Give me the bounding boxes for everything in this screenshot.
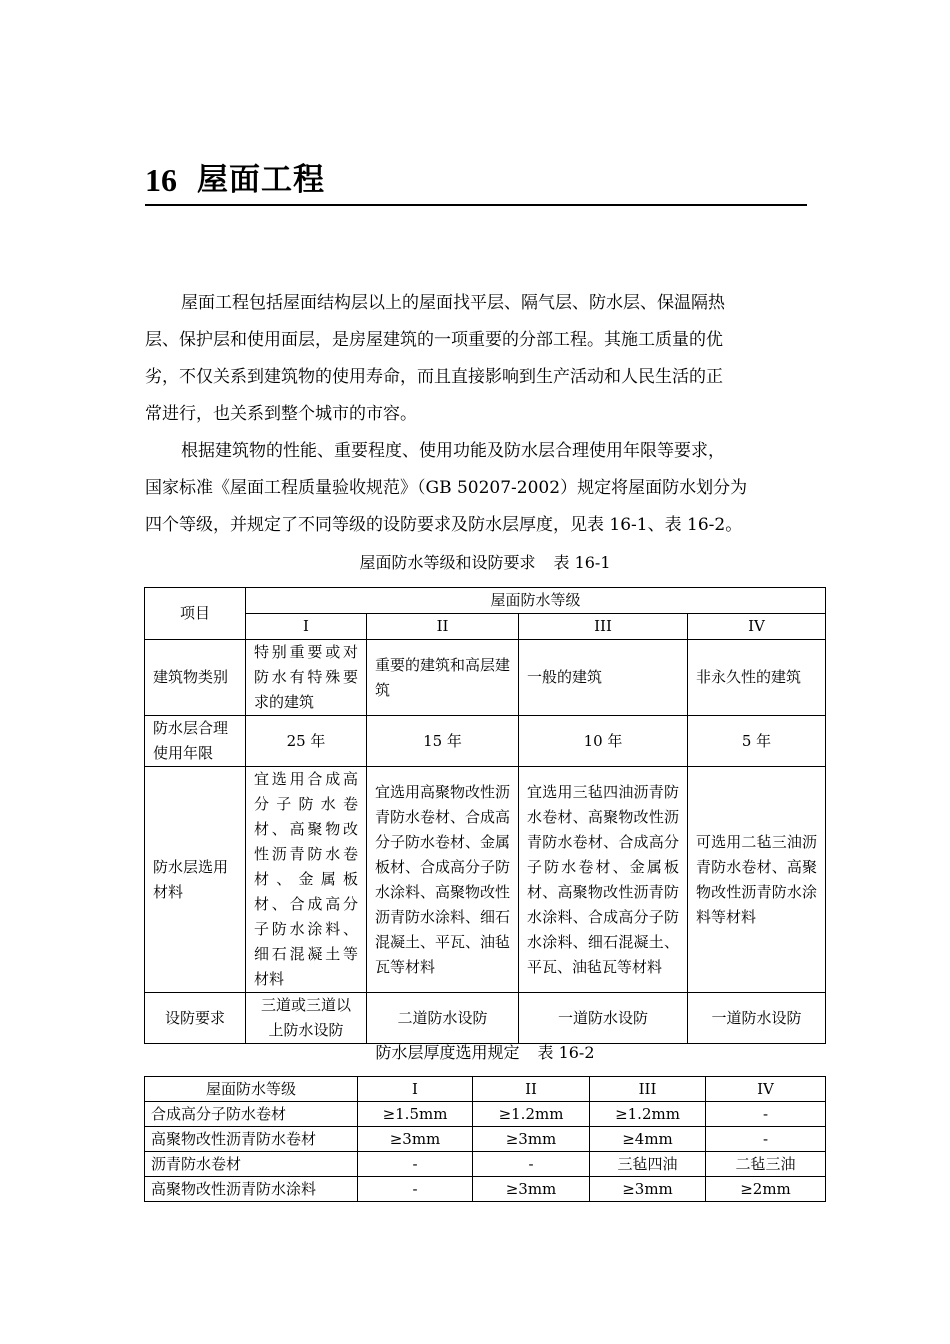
table1-cell: 二道防水设防 — [367, 993, 519, 1044]
table-row — [145, 1102, 826, 1127]
table1-level-header: II — [367, 614, 519, 640]
table2-cell: - — [706, 1102, 826, 1127]
table1-cell: 特别重要或对防水有特殊要求的建筑 — [246, 640, 367, 716]
table1-cell: 重要的建筑和高层建筑 — [367, 640, 519, 716]
table2-cell: ≥3mm — [590, 1177, 706, 1202]
table1-cell: 三道或三道以上防水设防 — [246, 993, 367, 1044]
table2-cell: ≥3mm — [473, 1177, 590, 1202]
waterproof-grade-table — [144, 587, 826, 1044]
table2-cell: ≥1.5mm — [358, 1102, 473, 1127]
table2-header-cell: I — [358, 1077, 473, 1102]
table1-cell: 一道防水设防 — [688, 993, 826, 1044]
table2-cell: - — [358, 1152, 473, 1177]
table2-header-cell: II — [473, 1077, 590, 1102]
chapter-title: 屋面工程 — [197, 162, 325, 198]
table-header-row — [145, 1077, 826, 1102]
table1-caption-number: 表 16-1 — [553, 553, 611, 572]
table1-level-header: I — [246, 614, 367, 640]
table2-header-cell: 屋面防水等级 — [145, 1077, 358, 1102]
table1-cell: 可选用二毡三油沥青防水卷材、高聚物改性沥青防水涂料等材料 — [688, 767, 826, 993]
table1-cell: 宜选用合成高分子防水卷材、高聚物改性沥青防水卷材、金属板材、合成高分子防水涂料、细石混凝土等材料 — [246, 767, 367, 993]
table-row — [145, 716, 826, 767]
chapter-number: 16 — [145, 162, 177, 198]
table2-row-label: 沥青防水卷材 — [145, 1152, 358, 1177]
table1-level-header: IV — [688, 614, 826, 640]
table2-cell: - — [473, 1152, 590, 1177]
table2-cell: ≥1.2mm — [473, 1102, 590, 1127]
table2-cell: - — [706, 1127, 826, 1152]
table1-caption — [145, 551, 825, 575]
paragraph-line: 根据建筑物的性能、重要程度、使用功能及防水层合理使用年限等要求， — [181, 441, 725, 461]
table2-cell: ≥3mm — [358, 1127, 473, 1152]
table1-level-header: III — [519, 614, 688, 640]
table1-cell: 10 年 — [519, 716, 688, 767]
table1-cell: 非永久性的建筑 — [688, 640, 826, 716]
paragraph-standard — [145, 433, 807, 544]
paragraph-intro — [145, 285, 807, 433]
table1-row-label: 建筑物类别 — [145, 640, 246, 716]
table1-row-label: 防水层选用材料 — [145, 767, 246, 993]
table2-cell: - — [358, 1177, 473, 1202]
table1-item-header: 项目 — [145, 588, 246, 640]
table-row — [145, 1177, 826, 1202]
table2-caption — [145, 1041, 825, 1065]
table-row — [145, 640, 826, 716]
table1-cell: 5 年 — [688, 716, 826, 767]
table1-row-label: 设防要求 — [145, 993, 246, 1044]
chapter-heading — [145, 158, 807, 206]
table-row — [145, 1127, 826, 1152]
paragraph-line: 层、保护层和使用面层，是房屋建筑的一项重要的分部工程。其施工质量的优 — [145, 330, 723, 350]
table1-cell: 一道防水设防 — [519, 993, 688, 1044]
table1-caption-name: 屋面防水等级和设防要求 — [359, 553, 536, 572]
paragraph-line: 劣，不仅关系到建筑物的使用寿命，而且直接影响到生产活动和人民生活的正 — [145, 367, 723, 387]
table2-cell: ≥2mm — [706, 1177, 826, 1202]
table1-group-header: 屋面防水等级 — [246, 588, 826, 614]
table1-cell: 一般的建筑 — [519, 640, 688, 716]
table1-cell: 宜选用三毡四油沥青防水卷材、高聚物改性沥青防水卷材、合成高分子防水卷材、金属板材、高聚物改性沥青防水涂料、合成高分子防水涂料、细石混凝土、平瓦、油毡瓦等材料 — [519, 767, 688, 993]
table2-header-cell: III — [590, 1077, 706, 1102]
table1-cell: 宜选用高聚物改性沥青防水卷材、合成高分子防水卷材、金属板材、合成高分子防水涂料、高聚物改性沥青防水涂料、细石混凝土、平瓦、油毡瓦等材料 — [367, 767, 519, 993]
table2-cell: ≥4mm — [590, 1127, 706, 1152]
table2-cell: 二毡三油 — [706, 1152, 826, 1177]
table-row — [145, 1152, 826, 1177]
table2-caption-number: 表 16-2 — [537, 1043, 595, 1062]
table2-cell: 三毡四油 — [590, 1152, 706, 1177]
table1-row-label: 防水层合理使用年限 — [145, 716, 246, 767]
table-row — [145, 767, 826, 993]
paragraph-line: 四个等级，并规定了不同等级的设防要求及防水层厚度，见表 16-1、表 16-2。 — [145, 515, 743, 535]
paragraph-line: 常进行，也关系到整个城市的市容。 — [145, 404, 417, 424]
table2-caption-name: 防水层厚度选用规定 — [375, 1043, 520, 1062]
table2-cell: ≥1.2mm — [590, 1102, 706, 1127]
table2-header-cell: IV — [706, 1077, 826, 1102]
table-row — [145, 993, 826, 1044]
table2-row-label: 高聚物改性沥青防水涂料 — [145, 1177, 358, 1202]
thickness-table — [144, 1076, 826, 1202]
paragraph-line: 国家标准《屋面工程质量验收规范》（GB 50207-2002）规定将屋面防水划分为 — [145, 478, 748, 498]
table2-cell: ≥3mm — [473, 1127, 590, 1152]
table2-row-label: 合成高分子防水卷材 — [145, 1102, 358, 1127]
paragraph-line: 屋面工程包括屋面结构层以上的屋面找平层、隔气层、防水层、保温隔热 — [181, 293, 725, 313]
table2-row-label: 高聚物改性沥青防水卷材 — [145, 1127, 358, 1152]
table1-cell: 25 年 — [246, 716, 367, 767]
table1-cell: 15 年 — [367, 716, 519, 767]
